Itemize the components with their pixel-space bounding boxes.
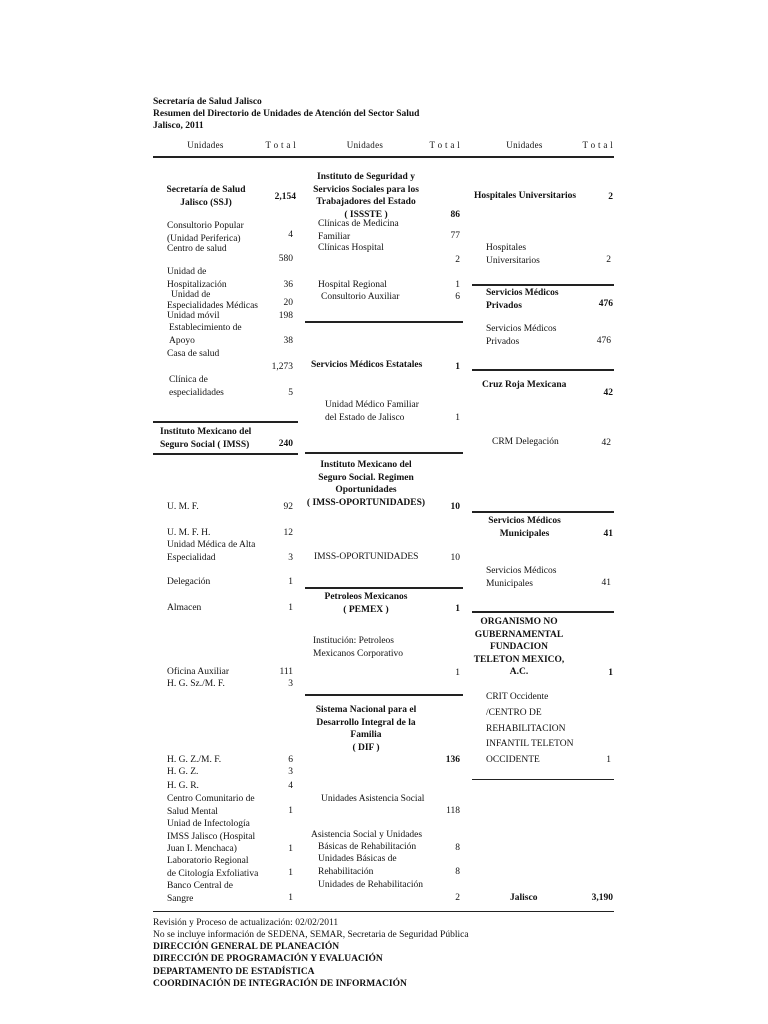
list-item-value: 1: [288, 893, 293, 903]
list-item: Uniad de Infectología IMSS Jalisco (Hospital Juan I. Menchaca): [167, 819, 256, 854]
footer-rule: [153, 911, 614, 912]
list-item-value: 3: [288, 767, 293, 777]
list-item-value: 20: [283, 298, 293, 308]
list-item-value: 5: [288, 388, 293, 398]
ong-total: 1: [608, 668, 613, 678]
crm-total: 42: [603, 388, 613, 398]
list-item: Unidades Asistencia Social: [321, 794, 425, 804]
list-item-value: 3: [288, 553, 293, 563]
imssop-total: 10: [450, 502, 460, 512]
list-item: Establecimiento de Apoyo: [169, 323, 242, 346]
list-item: Asistencia Social y Unidades: [311, 830, 423, 840]
footer-dept-4: COORDINACIÓN DE INTEGRACIÓN DE INFORMACIÓN: [153, 979, 407, 989]
grand-total-value: 3,190: [591, 893, 613, 903]
list-item-value: 1: [288, 868, 293, 878]
col3-header-total: T o t a l: [582, 140, 613, 150]
list-item-value: 118: [446, 806, 460, 816]
list-item-value: 2: [606, 255, 611, 265]
imss-title: Instituto Mexicano del Seguro Social ( IMSS): [160, 427, 252, 450]
list-item: H. G. Sz./M. F.: [167, 679, 225, 689]
imssop-title: Instituto Mexicano del Seguro Social. Regimen Oportunidades ( IMSS-OPORTUNIDADES): [306, 460, 426, 508]
list-item-value: 1: [288, 603, 293, 613]
list-item: U. M. F. H.: [167, 528, 211, 538]
ong-rule: [472, 779, 614, 780]
sme-total: 1: [455, 362, 460, 372]
imss-total: 240: [278, 439, 293, 449]
list-item-value: 36: [283, 280, 293, 290]
list-item: Unidad Médico Familiar del Estado de Jalisco: [325, 400, 419, 423]
footer-revision: Revisión y Proceso de actualización: 02/02/2011: [153, 918, 339, 928]
list-item-value: 38: [283, 336, 293, 346]
list-item: Unidad de Hospitalización: [167, 267, 227, 290]
sme-title: Servicios Médicos Estatales: [311, 360, 423, 370]
imssop-rule: [305, 587, 463, 589]
doc-subtitle: Resumen del Directorio de Unidades de Atención del Sector Salud: [153, 109, 420, 119]
list-item-value: 6: [288, 755, 293, 765]
list-item-value: 1: [288, 844, 293, 854]
list-item: Centro de salud: [167, 244, 227, 254]
ssj-total: 2,154: [274, 192, 296, 202]
col2-header-total: T o t a l: [429, 140, 460, 150]
list-item: H. G. Z./M. F.: [167, 755, 222, 765]
header-rule: [153, 156, 614, 158]
list-item: Consultorio Popular (Unidad Periferica): [167, 221, 244, 244]
list-item: Unidad móvil: [167, 311, 220, 321]
list-item-value: 6: [455, 292, 460, 302]
list-item-value: 41: [601, 578, 611, 588]
list-item: Hospitales Universitarios: [486, 243, 540, 266]
hu-title: Hospitales Universitarios: [474, 191, 577, 201]
hu-total: 2: [608, 192, 613, 202]
footer-dept-3: DEPARTAMENTO DE ESTADÍSTICA: [153, 967, 315, 977]
list-item-value: 3: [288, 679, 293, 689]
smp-rule: [472, 369, 614, 371]
smm-total: 41: [603, 529, 613, 539]
list-item: Clínica de especialidades: [169, 375, 224, 398]
footer-dept-1: DIRECCIÓN GENERAL DE PLANEACIÓN: [153, 942, 340, 952]
list-item-value: 1: [455, 668, 460, 678]
list-item: Hospital Regional: [318, 280, 387, 290]
list-item: Básicas de Rehabilitación: [318, 842, 417, 852]
list-item-value: 77: [450, 231, 460, 241]
list-item-value: 12: [283, 528, 293, 538]
pemex-rule: [305, 694, 463, 696]
list-item: Unidad de: [171, 290, 211, 300]
list-item: Especialidades Médicas: [167, 301, 259, 311]
list-item: Delegación: [167, 577, 211, 587]
list-item: H. G. R.: [167, 781, 199, 791]
list-item: Servicios Médicos Privados: [486, 324, 557, 347]
col3-header-unidades: Unidades: [506, 140, 543, 150]
smm-title: Servicios Médicos Municipales: [488, 516, 561, 539]
list-item-value: 1: [606, 755, 611, 765]
list-item: Unidades Básicas de Rehabilitación: [318, 854, 397, 877]
list-item-value: 10: [450, 553, 460, 563]
smp-total: 476: [598, 299, 613, 309]
imss-rule-top: [153, 421, 298, 423]
imss-rule-bottom: [153, 453, 298, 455]
list-item-value: 580: [278, 254, 293, 264]
list-item: Unidad Médica de Alta Especialidad: [167, 540, 256, 563]
footer-dept-2: DIRECCIÓN DE PROGRAMACIÓN Y EVALUACIÓN: [153, 954, 383, 964]
list-item: Oficina Auxiliar: [167, 667, 229, 677]
smp-title: Servicios Médicos Privados: [486, 288, 559, 311]
list-item-value: 8: [455, 867, 460, 877]
list-item: Consultorio Auxiliar: [321, 292, 400, 302]
ssj-title: Secretaría de Salud Jalisco (SSJ): [166, 185, 246, 208]
list-item: Servicios Médicos Municipales: [486, 566, 557, 589]
list-item-value: 92: [283, 502, 293, 512]
pemex-total: 1: [455, 604, 460, 614]
issste-total: 86: [450, 210, 460, 220]
list-item: Institución: Petroleos Mexicanos Corporativo: [313, 636, 403, 659]
dif-total: 136: [445, 755, 460, 765]
list-item: IMSS-OPORTUNIDADES: [314, 552, 419, 562]
list-item: H. G. Z.: [167, 767, 199, 777]
list-item-value: 4: [288, 230, 293, 240]
grand-total-label: Jalisco: [510, 893, 538, 903]
list-item-value: 1: [288, 806, 293, 816]
list-item-value: 42: [601, 438, 611, 448]
crm-title: Cruz Roja Mexicana: [482, 380, 567, 390]
list-item: U. M. F.: [167, 502, 199, 512]
list-item-value: 198: [278, 311, 293, 321]
list-item: Casa de salud: [167, 349, 220, 359]
list-item-value: 8: [455, 843, 460, 853]
col1-header-unidades: Unidades: [187, 140, 224, 150]
issste-rule: [305, 321, 463, 323]
list-item-value: 2: [455, 893, 460, 903]
list-item: Almacen: [167, 603, 202, 613]
pemex-title: Petroleos Mexicanos ( PEMEX ): [324, 592, 408, 615]
dif-title: Sistema Nacional para el Desarrollo Integral de la Familia ( DIF ): [315, 705, 417, 753]
smm-rule: [472, 611, 614, 613]
issste-title: Instituto de Seguridad y Servicios Sociales para los Trabajadores del Estado ( ISSSTE ): [313, 172, 419, 220]
list-item: Clínicas Hospital: [318, 243, 384, 253]
list-item-value: 111: [279, 667, 293, 677]
crm-rule: [472, 511, 614, 513]
list-item: Clínicas de Medicina Familiar: [318, 219, 399, 242]
list-item: Banco Central de Sangre: [167, 881, 233, 904]
doc-title: Secretaría de Salud Jalisco: [153, 97, 262, 107]
list-item-value: 476: [596, 336, 611, 346]
list-item-value: 2: [455, 255, 460, 265]
doc-year: Jalisco, 2011: [153, 121, 204, 131]
ong-title: ORGANISMO NO GUBERNAMENTAL FUNDACION TELETON MEXICO, A.C.: [473, 617, 565, 677]
list-item-value: 1,273: [271, 362, 293, 372]
col2-header-unidades: Unidades: [346, 140, 384, 150]
footer-note: No se incluye información de SEDENA, SEMAR, Secretaria de Seguridad Pública: [153, 930, 469, 940]
list-item: Unidades de Rehabilitación: [318, 880, 423, 890]
list-item: Centro Comunitario de Salud Mental: [167, 794, 255, 817]
list-item-value: 1: [288, 577, 293, 587]
list-item-value: 1: [455, 280, 460, 290]
list-item-value: 1: [455, 413, 460, 423]
sme-rule: [305, 452, 463, 454]
col1-header-total: T o t a l: [265, 140, 296, 150]
list-item: Laboratorio Regional de Citología Exfoliativa: [167, 856, 259, 879]
list-item: CRM Delegación: [492, 437, 559, 447]
list-item: CRIT Occidente /CENTRO DE REHABILITACION INFANTIL TELETON OCCIDENTE: [486, 692, 574, 766]
list-item-value: 4: [288, 781, 293, 791]
hu-rule: [472, 284, 614, 286]
